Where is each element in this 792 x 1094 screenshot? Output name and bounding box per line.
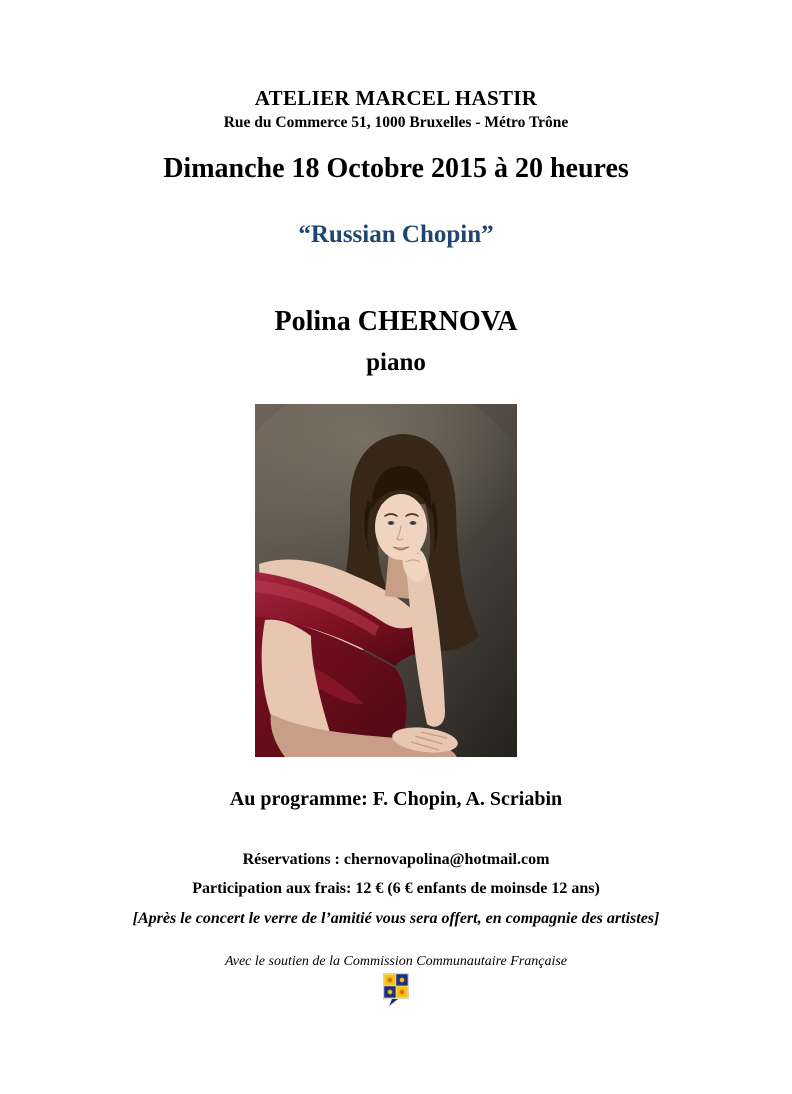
logo-tail xyxy=(389,999,398,1006)
performer-photo xyxy=(255,404,517,757)
cocof-logo-icon xyxy=(383,973,409,1007)
event-date: Dimanche 18 Octobre 2015 à 20 heures xyxy=(163,152,629,184)
concert-title: “Russian Chopin” xyxy=(298,221,494,249)
iris-flower-icon xyxy=(396,986,408,998)
venue-name: ATELIER MARCEL HASTIR xyxy=(254,86,538,110)
instrument-label: piano xyxy=(366,349,426,377)
performer-name: Polina CHERNOVA xyxy=(274,305,518,337)
programme-line: Au programme: F. Chopin, A. Scriabin xyxy=(229,787,563,810)
iris-flower-icon xyxy=(384,974,396,986)
iris-flower-icon xyxy=(384,986,396,998)
iris-flower-icon xyxy=(396,974,408,986)
performer-photo-container xyxy=(0,404,792,757)
participation-line: Participation aux frais: 12 € (6 € enfants de moinsde 12 ans) xyxy=(192,880,600,898)
venue-address: Rue du Commerce 51, 1000 Bruxelles - Métro Trône xyxy=(223,114,569,132)
cocof-logo-container xyxy=(0,973,792,1007)
after-concert-note: [Après le concert le verre de l’amitié vous sera offert, en compagnie des artistes] xyxy=(132,909,660,927)
support-note: Avec le soutien de la Commission Communautaire Française xyxy=(224,954,568,969)
reservations-line: Réservations : chernovapolina@hotmail.com xyxy=(242,850,550,868)
